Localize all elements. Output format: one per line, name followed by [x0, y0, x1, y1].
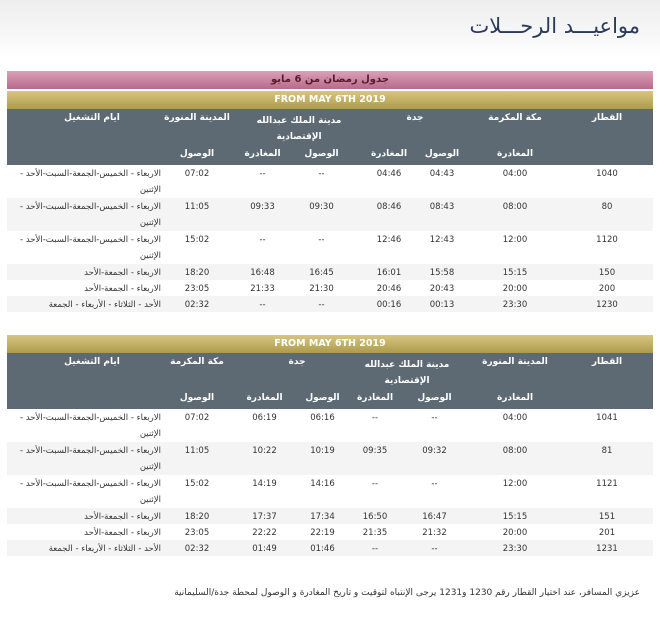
cell-train-number: 1230 [596, 300, 618, 310]
cell-kaec-arrival: -- [318, 300, 325, 310]
cell-operating-days: الاربعاء - الجمعة-الأحد [84, 268, 161, 278]
cell-makkah-arrival: 07:02 [184, 413, 210, 423]
cell-kaec-arrival: -- [318, 235, 325, 245]
cell-jeddah-departure: 04:46 [376, 169, 402, 179]
col-subheader-kaec-departure: المغادرة [244, 149, 281, 159]
cell-jeddah-arrival: 04:43 [429, 169, 455, 179]
cell-kaec-departure: -- [259, 235, 266, 245]
cell-train-number: 1040 [596, 169, 618, 179]
col-subheader-jeddah-departure: المغادرة [370, 149, 408, 159]
cell-train-number: 1041 [596, 413, 618, 423]
cell-madinah-arrival: 02:32 [184, 300, 210, 310]
cell-kaec-arrival: 09:30 [309, 202, 334, 212]
cell-jeddah-arrival: 12:43 [429, 235, 455, 245]
cell-kaec-arrival: 16:45 [309, 268, 334, 278]
cell-jeddah-arrival: 08:43 [429, 202, 455, 212]
cell-jeddah-departure: 01:49 [252, 544, 277, 554]
cell-jeddah-departure: 22:22 [252, 528, 277, 538]
cell-kaec-arrival: -- [431, 479, 438, 489]
cell-jeddah-departure: 16:01 [376, 268, 402, 278]
cell-jeddah-arrival: 06:16 [310, 413, 335, 423]
col-subheader-kaec-arrival: الوصول [304, 149, 339, 159]
cell-operating-days: الاربعاء - الجمعة-الأحد [84, 284, 161, 294]
cell-operating-days: الاربعاء - الخميس-الجمعة-السبت-الأحد - الإثنين [20, 169, 161, 195]
cell-jeddah-arrival: 20:43 [429, 284, 455, 294]
col-header-jeddah: جدة [288, 357, 306, 367]
cell-kaec-arrival: 21:30 [309, 284, 334, 294]
cell-jeddah-departure: 06:19 [252, 413, 277, 423]
cell-jeddah-departure: 20:46 [376, 284, 402, 294]
col-subheader-jeddah-arrival: الوصول [305, 393, 340, 403]
cell-jeddah-departure: 10:22 [252, 446, 277, 456]
cell-operating-days: الاربعاء - الخميس-الجمعة-السبت-الأحد - الإثنين [20, 202, 161, 228]
cell-makkah-departure: 08:00 [502, 202, 528, 212]
cell-train-number: 80 [601, 202, 613, 212]
col-header-jeddah: جدة [406, 113, 424, 123]
col-subheader-makkah-departure: المغادرة [496, 149, 534, 159]
schedule-grid [7, 353, 653, 563]
cell-operating-days: الاربعاء - الخميس-الجمعة-السبت-الأحد - الإثنين [20, 446, 161, 472]
col-subheader-kaec-departure: المغادرة [356, 393, 394, 403]
cell-kaec-departure: 16:48 [250, 268, 275, 278]
cell-jeddah-departure: 17:37 [252, 512, 277, 522]
cell-madinah-arrival: 07:02 [184, 169, 210, 179]
cell-makkah-arrival: 18:20 [184, 512, 210, 522]
col-subheader-makkah-arrival: الوصول [179, 393, 215, 403]
cell-kaec-arrival: 21:32 [422, 528, 447, 538]
col-header-days: أيام التشغيل [64, 113, 120, 123]
cell-makkah-departure: 15:15 [502, 268, 528, 278]
col-subheader-jeddah-arrival: الوصول [424, 149, 460, 159]
cell-jeddah-arrival: 14:16 [310, 479, 335, 489]
cell-kaec-departure: 21:35 [362, 528, 388, 538]
col-header-train: القطار [591, 357, 623, 367]
schedule-table-makkah-to-madinah [7, 71, 653, 319]
cell-train-number: 1121 [596, 479, 618, 489]
cell-jeddah-departure: 12:46 [376, 235, 402, 245]
col-subheader-kaec-arrival: الوصول [417, 393, 452, 403]
cell-makkah-arrival: 15:02 [184, 479, 210, 489]
col-header-makkah: مكة المكرمة [170, 357, 224, 367]
schedule-table-madinah-to-makkah [7, 335, 653, 563]
cell-kaec-departure: 09:33 [250, 202, 275, 212]
col-subheader-madinah-departure: المغادرة [496, 393, 534, 403]
col-header-makkah: مكة المكرمة [488, 113, 542, 123]
cell-operating-days: الاربعاء - الجمعة-الأحد [84, 528, 161, 538]
cell-madinah-departure: 20:00 [502, 528, 528, 538]
cell-jeddah-arrival: 00:13 [429, 300, 455, 310]
cell-kaec-departure: -- [371, 413, 379, 423]
cell-kaec-departure: -- [371, 479, 379, 489]
cell-operating-days: الاربعاء - الخميس-الجمعة-السبت-الأحد - الإثنين [20, 479, 161, 505]
cell-jeddah-departure: 08:46 [376, 202, 402, 212]
schedule-date-banner: FROM MAY 6TH 2019 [7, 91, 653, 109]
col-header-kaec: مدينة الملك عبدالله الإقتصادية [256, 116, 342, 142]
cell-operating-days: الأحد - الثلاثاء - الأربعاء - الجمعة [48, 300, 161, 310]
cell-jeddah-arrival: 17:34 [310, 512, 335, 522]
cell-jeddah-arrival: 15:58 [429, 268, 455, 278]
cell-train-number: 201 [598, 528, 616, 538]
cell-madinah-arrival: 15:02 [184, 235, 210, 245]
cell-makkah-arrival: 11:05 [184, 446, 210, 456]
cell-kaec-arrival: 09:32 [422, 446, 447, 456]
cell-operating-days: الاربعاء - الجمعة-الأحد [84, 512, 161, 522]
cell-jeddah-arrival: 10:19 [310, 446, 335, 456]
cell-makkah-departure: 12:00 [502, 235, 528, 245]
cell-madinah-departure: 04:00 [502, 413, 528, 423]
cell-jeddah-arrival: 01:46 [310, 544, 335, 554]
cell-train-number: 81 [601, 446, 613, 456]
cell-jeddah-departure: 00:16 [376, 300, 402, 310]
cell-kaec-departure: -- [259, 169, 266, 179]
cell-train-number: 1120 [596, 235, 618, 245]
col-header-madinah: المدينة المنورة [164, 113, 230, 123]
col-header-kaec: مدينة الملك عبدالله الإقتصادية [364, 360, 450, 386]
cell-operating-days: الاربعاء - الخميس-الجمعة-السبت-الأحد - الإثنين [20, 413, 161, 439]
page-header [0, 0, 660, 58]
col-header-train: القطار [591, 113, 623, 123]
col-subheader-jeddah-departure: المغادرة [246, 393, 283, 403]
cell-kaec-arrival: -- [431, 544, 438, 554]
cell-madinah-departure: 12:00 [502, 479, 528, 489]
cell-operating-days: الاربعاء - الخميس-الجمعة-السبت-الأحد - الإثنين [20, 235, 161, 261]
cell-makkah-arrival: 02:32 [184, 544, 210, 554]
cell-madinah-arrival: 18:20 [184, 268, 210, 278]
cell-operating-days: الأحد - الثلاثاء - الأربعاء - الجمعة [48, 544, 161, 554]
cell-train-number: 200 [598, 284, 616, 294]
cell-makkah-departure: 23:30 [502, 300, 528, 310]
cell-train-number: 150 [598, 268, 616, 278]
cell-train-number: 1231 [596, 544, 618, 554]
cell-kaec-departure: -- [259, 300, 266, 310]
traveler-note: عزيزي المسافر، عند اختيار القطار رقم 1230 و1231 يرجى الإنتباه لتوقيت و تاريخ المغادرة و الوصول لمحطة جدة/السليمانية [174, 588, 640, 598]
cell-kaec-arrival: -- [431, 413, 438, 423]
cell-makkah-arrival: 23:05 [184, 528, 210, 538]
cell-kaec-departure: 16:50 [362, 512, 388, 522]
cell-kaec-departure: 09:35 [362, 446, 388, 456]
ramadan-schedule-title: جدول رمضان من 6 مايو [7, 71, 653, 89]
cell-kaec-arrival: 16:47 [422, 512, 447, 522]
col-subheader-madinah-arrival: الوصول [179, 149, 215, 159]
cell-madinah-arrival: 11:05 [184, 202, 210, 212]
cell-jeddah-departure: 14:19 [252, 479, 277, 489]
cell-makkah-departure: 20:00 [502, 284, 528, 294]
cell-kaec-departure: 21:33 [250, 284, 275, 294]
cell-kaec-departure: -- [371, 544, 379, 554]
schedule-date-banner: FROM MAY 6TH 2019 [7, 335, 653, 353]
schedule-grid [7, 109, 653, 319]
cell-madinah-departure: 15:15 [502, 512, 528, 522]
col-header-days: أيام التشغيل [64, 357, 120, 367]
cell-jeddah-arrival: 22:19 [310, 528, 335, 538]
col-header-madinah: المدينة المنورة [482, 357, 548, 367]
cell-train-number: 151 [598, 512, 616, 522]
cell-madinah-departure: 23:30 [502, 544, 528, 554]
cell-madinah-departure: 08:00 [502, 446, 528, 456]
cell-madinah-arrival: 23:05 [184, 284, 210, 294]
cell-makkah-departure: 04:00 [502, 169, 528, 179]
page-title: مواعيـــد الرحـــلات [469, 14, 640, 38]
cell-kaec-arrival: -- [318, 169, 325, 179]
